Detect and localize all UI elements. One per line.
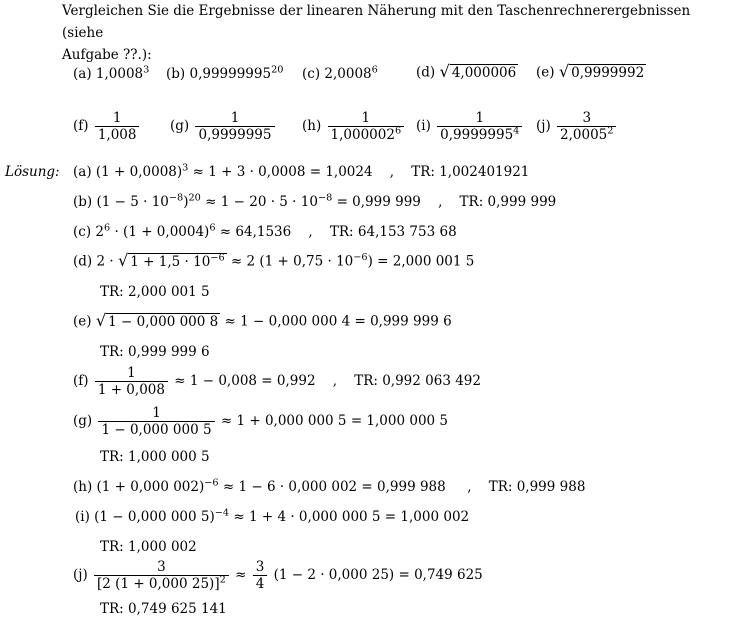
solution-g-tr: TR: 1,000 000 5 bbox=[100, 449, 210, 465]
solution-h: (h) (1 + 0,000 002)$^{-6}$ ≈ 1 − 6 · 0,000 002 = 0,999 988 , TR: 0,999 988 bbox=[73, 477, 586, 495]
task-g: (g) $\frac{1}{0,9999995}$ bbox=[170, 111, 277, 142]
task-b: (b) 0,99999995$^{20}$ bbox=[166, 64, 284, 82]
intro-line-1: Vergleichen Sie die Ergebnisse der linearen Näherung mit den Taschenrechnerergebnissen (siehe bbox=[62, 3, 691, 41]
solution-f: (f) $\frac{1}{1 + 0,008}$ ≈ 1 − 0,008 = 0,992 , TR: 0,992 063 492 bbox=[73, 365, 481, 399]
intro-line-2: Aufgabe ??.): bbox=[62, 47, 152, 63]
task-a: (a) 1,0008$^3$ bbox=[73, 64, 150, 82]
solution-c: (c) $2^6 \cdot (1 + 0,0004)^6 \approx 64,1536$ , TR: 64,153 753 68 bbox=[73, 222, 457, 240]
solution-i: (i) (1 − 0,000 000 5)$^{-4}$ ≈ 1 + 4 · 0,000 000 5 = 1,000 002 bbox=[75, 507, 470, 525]
sqrt-sign: √ 1 − 0,000 000 8 bbox=[95, 311, 219, 330]
sqrt-sign: √ 4,000006 bbox=[439, 62, 517, 81]
solution-j: (j) $\frac{3}{[2 (1 + 0,000 25)]^2}$ ≈ $\frac{3}{4}$ (1 − 2 · 0,000 25) = 0,749 625 bbox=[73, 559, 483, 593]
task-d: (d) √ 4,000006 bbox=[416, 62, 517, 81]
task-f: (f) $\frac{1}{1,008}$ bbox=[73, 111, 141, 142]
solution-g: (g) $\frac{1}{1 - 0,000 000 5}$ ≈ 1 + 0,000 000 5 = 1,000 000 5 bbox=[73, 405, 449, 439]
task-e: (e) √ 0,9999992 bbox=[536, 62, 645, 81]
solution-d: (d) 2 · √ $1 + 1,5 \cdot 10^{-6}$ ≈ 2 $(1 + 0,75 \cdot 10^{-6}) = 2,000$ 001 5 bbox=[73, 251, 475, 270]
solution-j-tr: TR: 0,749 625 141 bbox=[100, 601, 227, 617]
solution-e-tr: TR: 0,999 999 6 bbox=[100, 344, 210, 360]
solution-a: (a) $(1 + 0,0008)^3 \approx 1 + 3 \cdot 0,0008 = 1,0024$ , TR: 1,002401921 bbox=[73, 162, 530, 180]
task-h: (h) $\frac{1}{1,000002^6}$ bbox=[302, 111, 406, 142]
solution-d-tr: TR: 2,000 001 5 bbox=[100, 284, 210, 300]
sqrt-sign: √ $1 + 1,5 \cdot 10^{-6}$ bbox=[117, 251, 225, 270]
solution-heading: Lösung: bbox=[5, 164, 60, 180]
task-c: (c) 2,0008$^6$ bbox=[302, 64, 378, 82]
task-j: (j) $\frac{3}{2,0005^2}$ bbox=[536, 111, 618, 142]
solution-b: (b) $(1 - 5 \cdot 10^{-8})^{20} \approx 1 - 20 \cdot 5 \cdot 10^{-8} = 0,999$ 999 , TR: 0,999 999 bbox=[73, 192, 557, 210]
sqrt-sign: √ 0,9999992 bbox=[558, 62, 645, 81]
solution-e: (e) √ 1 − 0,000 000 8 ≈ 1 − 0,000 000 4 = 0,999 999 6 bbox=[73, 311, 452, 330]
intro-text bbox=[62, 0, 732, 66]
solution-i-tr: TR: 1,000 002 bbox=[100, 539, 197, 555]
task-i: (i) $\frac{1}{0,9999995^4}$ bbox=[416, 111, 524, 142]
